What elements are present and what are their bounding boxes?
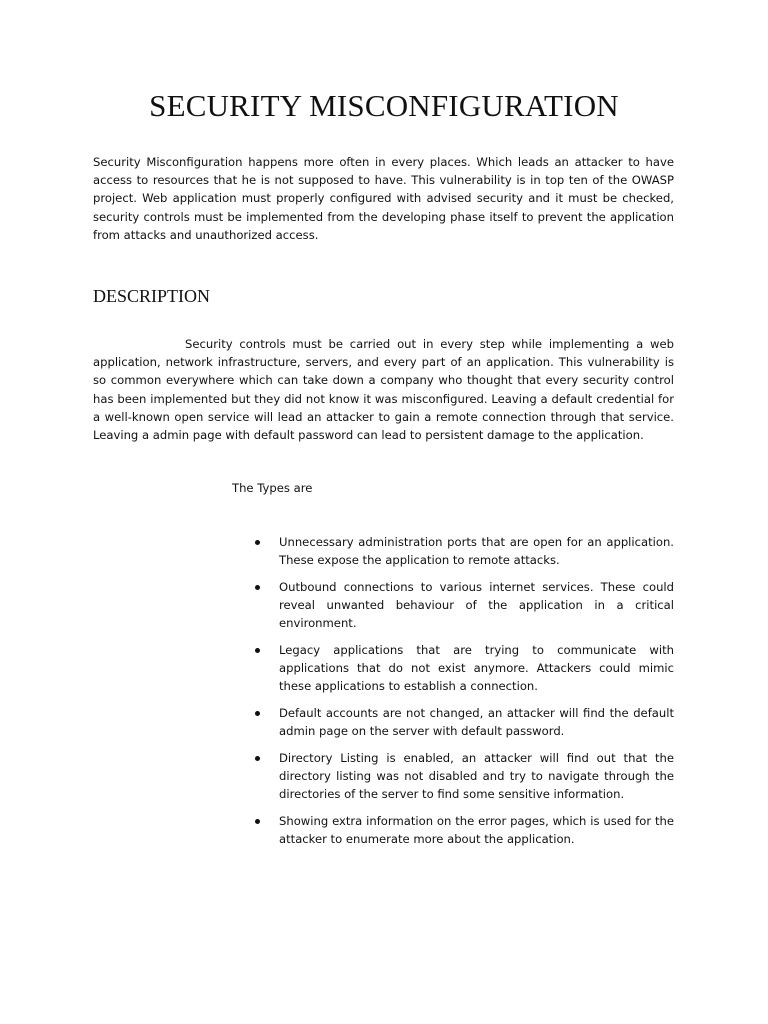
list-item bbox=[253, 749, 674, 804]
list-item bbox=[253, 578, 674, 633]
list-item-text: Directory Listing is enabled, an attacker will find out that the directory listing was not disabled and try to navigate through the directories of the server to find some sensitive information. bbox=[279, 751, 674, 802]
bullet-icon bbox=[255, 819, 260, 824]
list-item bbox=[253, 533, 674, 569]
description-heading: DESCRIPTION bbox=[93, 286, 211, 306]
description-paragraph: Security controls must be carried out in every step while implementing a web application, network infrastructure, servers, and every part of an application. This vulnerability is so common everywhere which can take down a company who thought that every security control has been implemented but they did not know it was misconfigured. Leaving a default credential for a well-known open service will lead an attacker to gain a remote connection through that service. Leaving a admin page with default password can lead to persistent damage to the application. bbox=[93, 337, 674, 443]
list-item bbox=[253, 812, 674, 848]
list-item-text: Showing extra information on the error pages, which is used for the attacker to enumerate more about the application. bbox=[279, 814, 674, 847]
intro-paragraph: Security Misconfiguration happens more often in every places. Which leads an attacker to have access to resources that he is not supposed to have. This vulnerability is in top ten of the OWASP project. Web application must properly configured with advised security and it must be checked, security controls must be implemented from the developing phase itself to prevent the application from attacks and unauthorized access. bbox=[93, 155, 674, 242]
document-title: SECURITY MISCONFIGURATION bbox=[149, 88, 619, 123]
types-list bbox=[253, 533, 674, 857]
list-item-text: Default accounts are not changed, an attacker will find the default admin page on the server with default password. bbox=[279, 706, 674, 739]
bullet-icon bbox=[255, 756, 260, 761]
list-item-text: Unnecessary administration ports that are open for an application. These expose the application to remote attacks. bbox=[279, 535, 674, 568]
list-item bbox=[253, 704, 674, 740]
bullet-icon bbox=[255, 711, 260, 716]
bullet-icon bbox=[255, 585, 260, 590]
types-label: The Types are bbox=[232, 481, 313, 495]
list-item-text: Outbound connections to various internet services. These could reveal unwanted behaviour of the application in a critical environment. bbox=[279, 579, 674, 631]
bullet-icon bbox=[255, 648, 260, 653]
list-item bbox=[253, 641, 674, 696]
list-item-text: Legacy applications that are trying to communicate with applications that do not exist anymore. Attackers could mimic these applications to establish a connection. bbox=[279, 643, 674, 694]
bullet-icon bbox=[255, 540, 260, 545]
